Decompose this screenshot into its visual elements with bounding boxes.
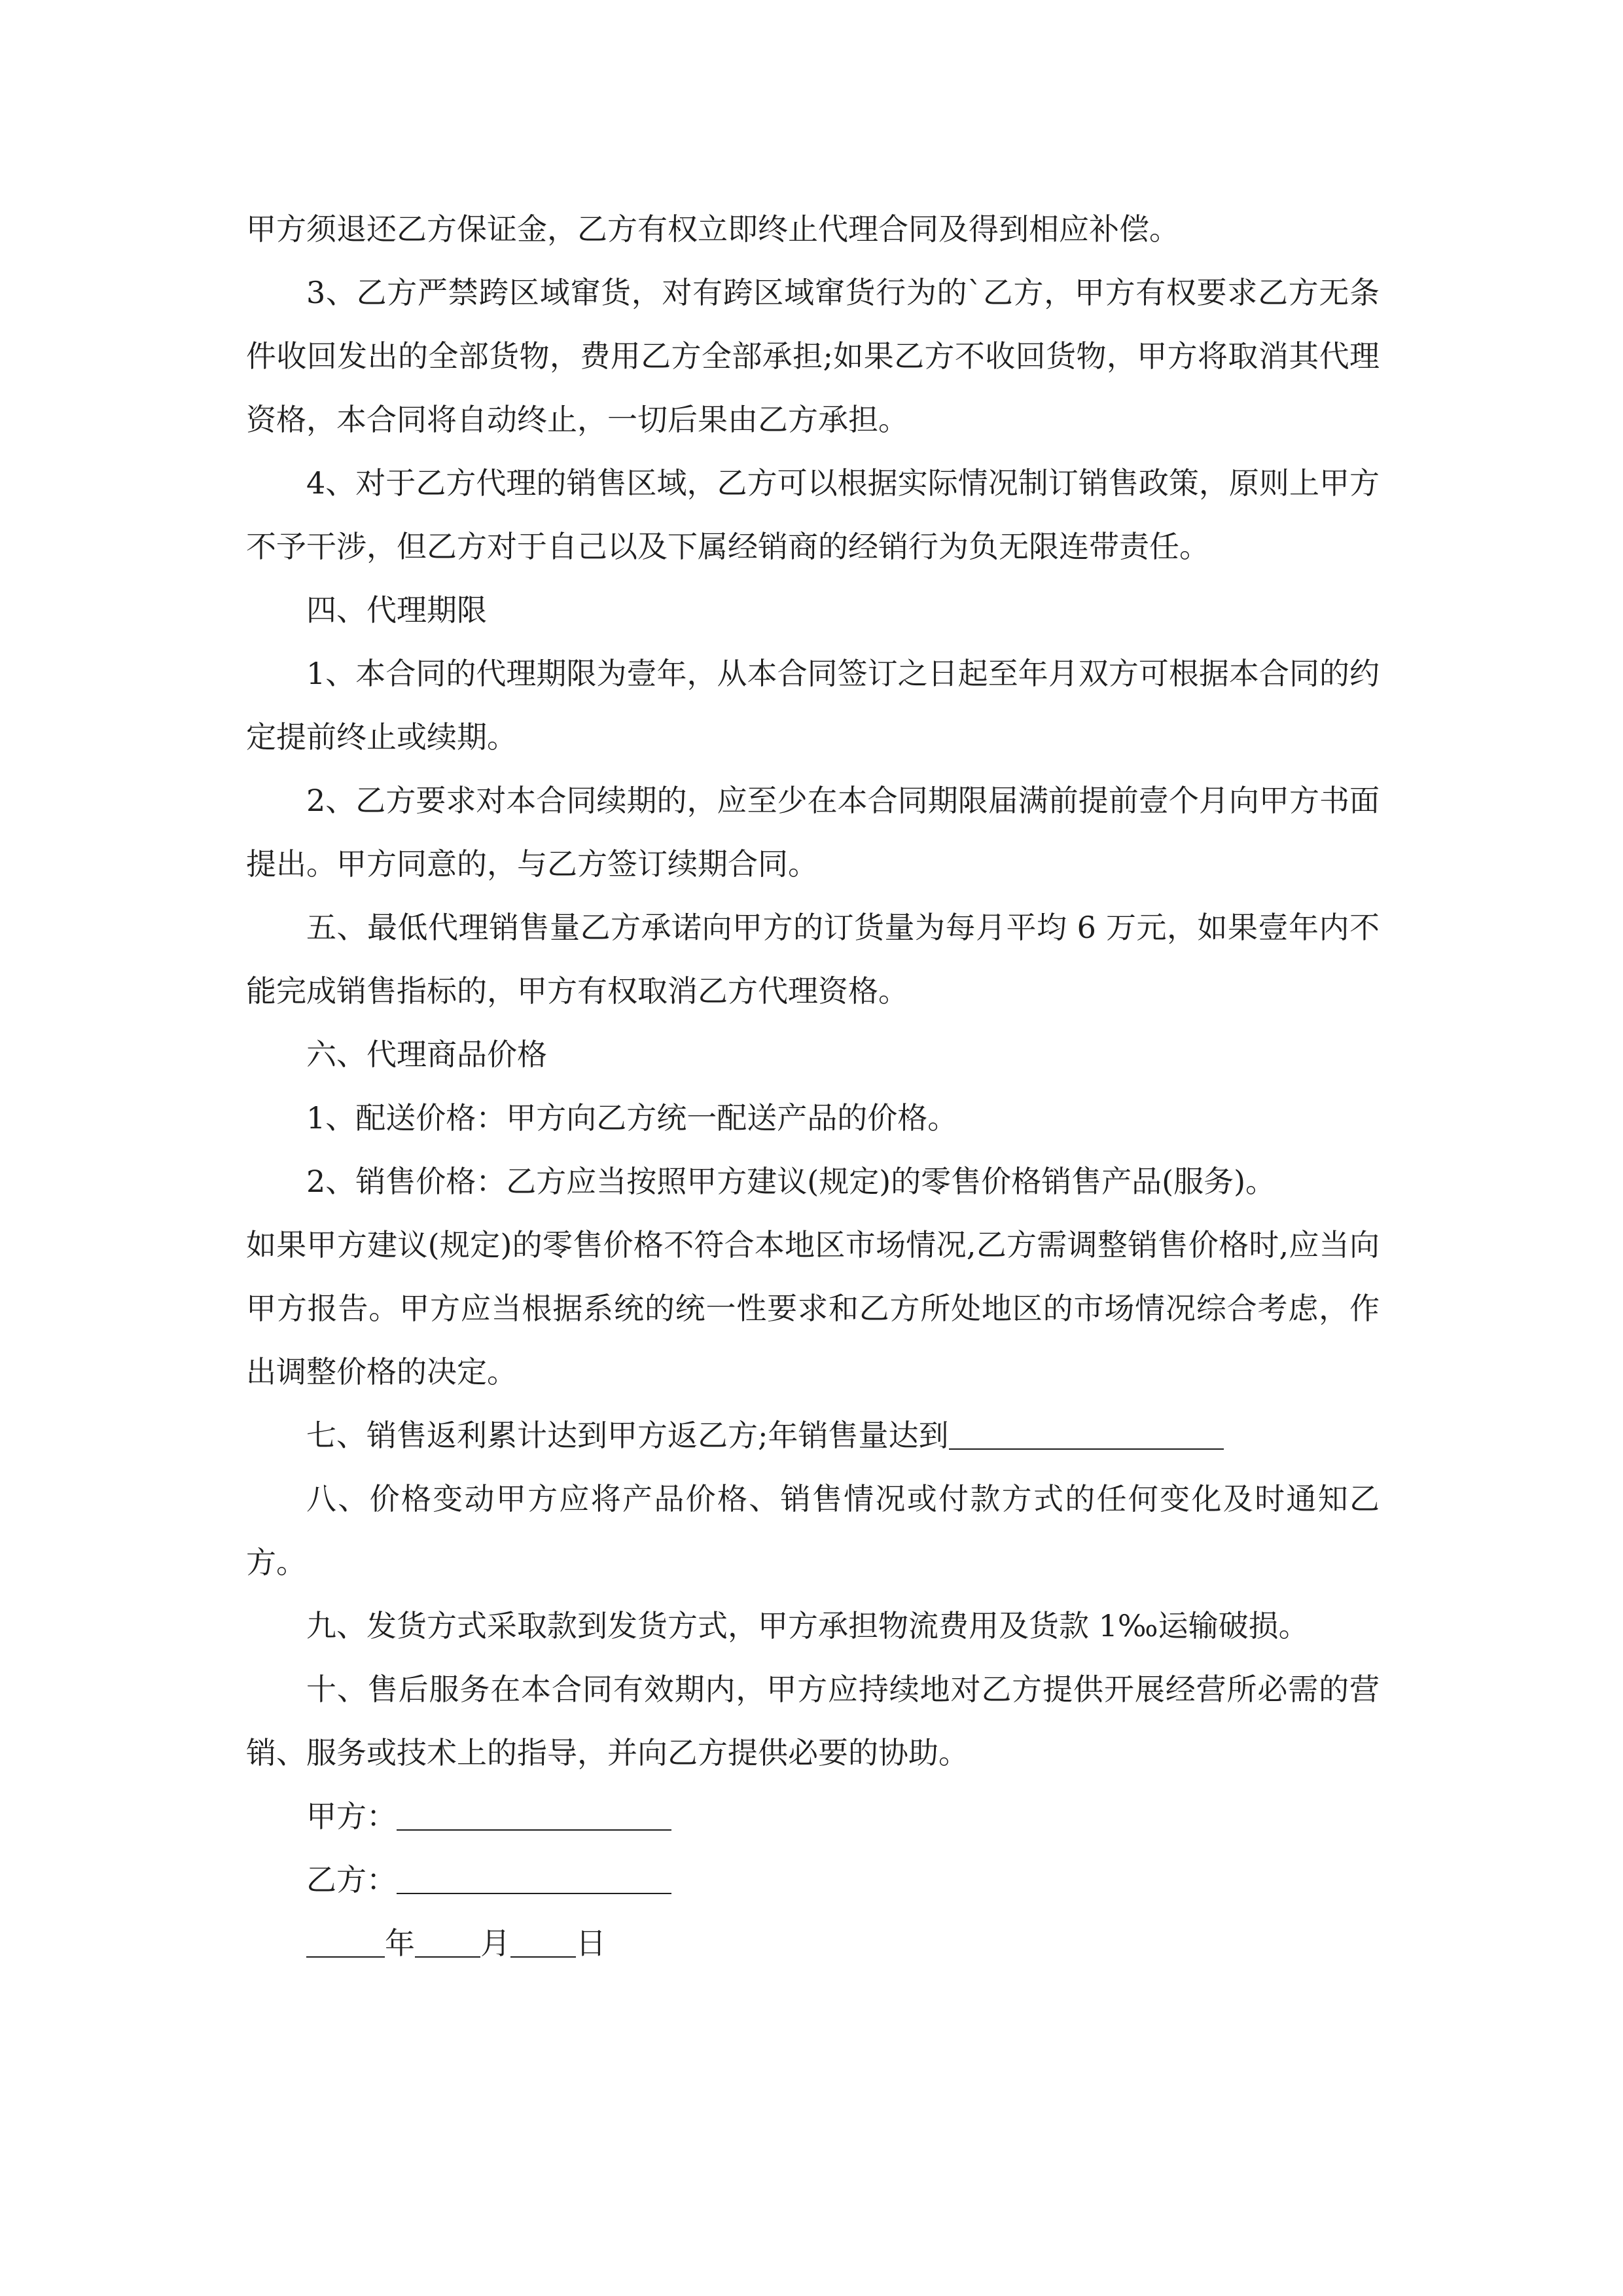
year-blank <box>306 1922 385 1958</box>
month-blank <box>415 1922 480 1958</box>
paragraph-price-change: 八、价格变动甲方应将产品价格、销售情况或付款方式的任何变化及时通知乙方。 <box>246 1481 1380 1580</box>
party-a-label: 甲方： <box>306 1799 397 1834</box>
paragraph-renewal: 2、乙方要求对本合同续期的，应至少在本合同期限届满前提前壹个月向甲方书面提出。甲方同意的，与乙方签订续期合同。 <box>246 783 1380 882</box>
signature-date <box>246 1912 1380 1975</box>
year-label: 年 <box>385 1926 415 1961</box>
paragraph-after-sales: 十、售后服务在本合同有效期内，甲方应持续地对乙方提供开展经营所必需的营销、服务或技术上的指导，并向乙方提供必要的协助。 <box>246 1672 1380 1770</box>
paragraph-retail-price-cont: 如果甲方建议(规定)的零售价格不符合本地区市场情况,乙方需调整销售价格时,应当向甲方报告。甲方应当根据系统的统一性要求和乙方所处地区的市场情况综合考虑，作出调整价格的决定。 <box>246 1227 1380 1390</box>
paragraph-retail-price: 2、销售价格：乙方应当按照甲方建议(规定)的零售价格销售产品(服务)。 <box>306 1164 1276 1199</box>
paragraph-cross-region: 3、乙方严禁跨区域窜货，对有跨区域窜货行为的`乙方，甲方有权要求乙方无条件收回发出的全部货物，费用乙方全部承担;如果乙方不收回货物，甲方将取消其代理资格，本合同将自动终止，一切后果由乙方承担。 <box>246 275 1380 437</box>
signature-party-b <box>246 1848 1380 1912</box>
day-blank <box>510 1922 576 1958</box>
rebate-text: 七、销售返利累计达到甲方返乙方;年销售量达到 <box>306 1418 949 1453</box>
party-b-label: 乙方： <box>306 1862 397 1897</box>
paragraph-minimum-sales: 五、最低代理销售量乙方承诺向甲方的订货量为每月平均 6 万元，如果壹年内不能完成销售指标的，甲方有权取消乙方代理资格。 <box>246 910 1380 1009</box>
paragraph-term-length: 1、本合同的代理期限为壹年，从本合同签订之日起至年月双方可根据本合同的约定提前终止或续期。 <box>246 656 1380 755</box>
paragraph-rebate <box>246 1404 1380 1467</box>
paragraph-shipping: 九、发货方式采取款到发货方式，甲方承担物流费用及货款 1‰运输破损。 <box>306 1608 1309 1643</box>
signature-party-a <box>246 1785 1380 1848</box>
heading-product-price: 六、代理商品价格 <box>306 1037 547 1072</box>
month-label: 月 <box>480 1926 510 1961</box>
paragraph-delivery-price: 1、配送价格：甲方向乙方统一配送产品的价格。 <box>306 1100 958 1136</box>
rebate-blank <box>949 1414 1224 1450</box>
day-label: 日 <box>576 1926 606 1961</box>
paragraph-deposit-refund: 甲方须退还乙方保证金，乙方有权立即终止代理合同及得到相应补偿。 <box>246 211 1179 247</box>
contract-body <box>246 198 1380 1975</box>
paragraph-sales-policy: 4、对于乙方代理的销售区域，乙方可以根据实际情况制订销售政策，原则上甲方不予干涉，但乙方对于自己以及下属经销商的经销行为负无限连带责任。 <box>246 465 1380 564</box>
party-a-blank <box>397 1795 671 1831</box>
party-b-blank <box>397 1859 671 1894</box>
heading-agency-term: 四、代理期限 <box>306 592 487 628</box>
